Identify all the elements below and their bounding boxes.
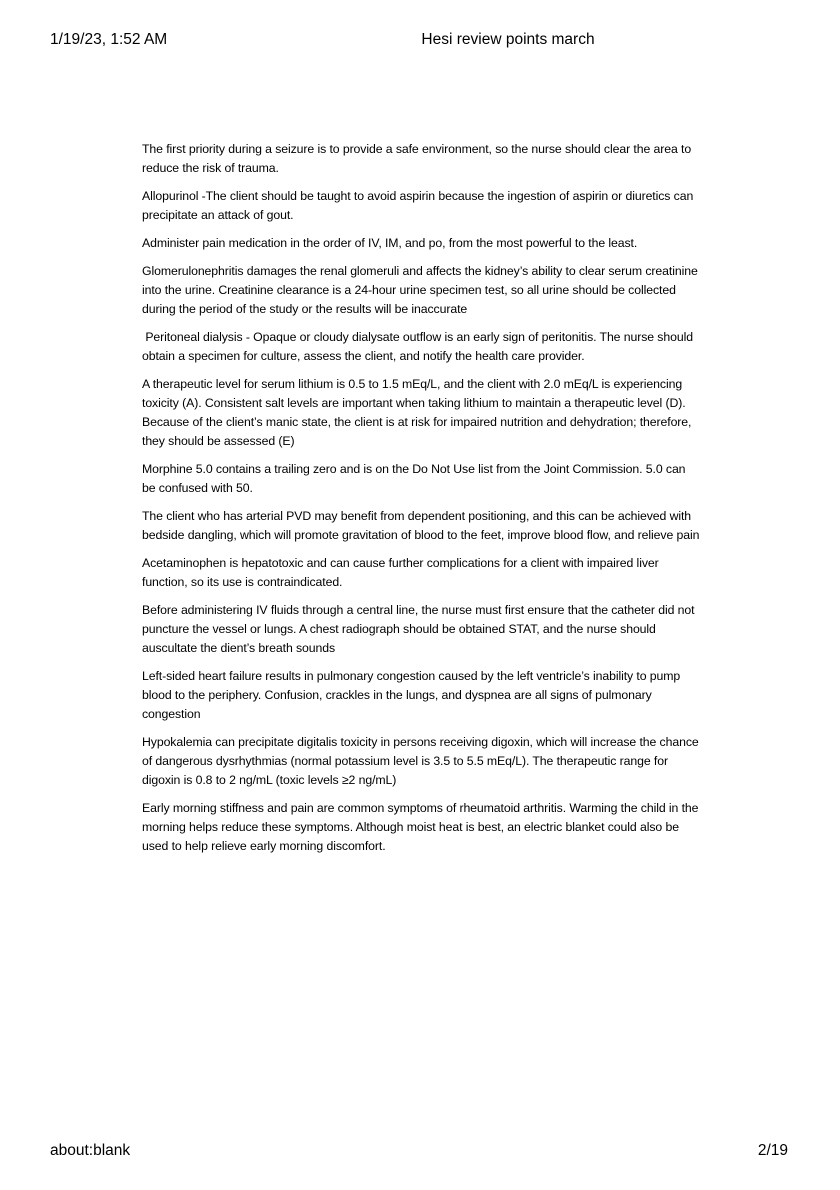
paragraph: Peritoneal dialysis - Opaque or cloudy dialysate outflow is an early sign of peritonitis. The nurse should obtain a specimen for culture, assess the client, and notify the health care provider. [142, 330, 697, 363]
document-title: Hesi review points march [421, 31, 595, 48]
print-footer-page-number: 2/19 [757, 1142, 788, 1159]
print-header-datetime: 1/19/23, 1:52 AM [50, 31, 168, 48]
paragraph: The first priority during a seizure is to provide a safe environment, so the nurse should clear the area to reduce the risk of trauma. [142, 142, 695, 175]
paragraph: Acetaminophen is hepatotoxic and can cause further complications for a client with impaired liver function, so its use is contraindicated. [142, 556, 662, 589]
paragraph: Hypokalemia can precipitate digitalis toxicity in persons receiving digoxin, which will increase the chance of dangerous dysrhythmias (normal potassium level is 3.5 to 5.5 mEq/L). The therapeutic range for digoxin is 0.8 to 2 ng/mL (toxic levels ≥2 ng/mL) [142, 735, 702, 787]
paragraph: Administer pain medication in the order of IV, IM, and po, from the most powerful to the least. [142, 236, 638, 250]
paragraph: The client who has arterial PVD may benefit from dependent positioning, and this can be achieved with bedside dangling, which will promote gravitation of blood to the feet, improve blood flow, and relieve pain [142, 509, 700, 542]
paragraph: A therapeutic level for serum lithium is 0.5 to 1.5 mEq/L, and the client with 2.0 mEq/L is experiencing toxicity (A). Consistent salt levels are important when taking lithium to maintain a therapeutic level (D). Because of the client’s manic state, the client is at risk for impaired nutrition and dehydration; therefore, they should be assessed (E) [142, 377, 695, 448]
paragraph: Morphine 5.0 contains a trailing zero and is on the Do Not Use list from the Joint Commission. 5.0 can be confused with 50. [142, 462, 689, 495]
paragraph: Glomerulonephritis damages the renal glomeruli and affects the kidney’s ability to clear serum creatinine into the urine. Creatinine clearance is a 24-hour urine specimen test, so all urine should be collected during the period of the study or the results will be inaccurate [142, 264, 702, 316]
document-body [142, 140, 700, 865]
paragraph: Early morning stiffness and pain are common symptoms of rheumatoid arthritis. Warming the child in the morning helps reduce these symptoms. Although moist heat is best, an electric blanket could also be used to help relieve early morning discomfort. [142, 801, 702, 853]
paragraph: Left-sided heart failure results in pulmonary congestion caused by the left ventricle’s inability to pump blood to the periphery. Confusion, crackles in the lungs, and dyspnea are all signs of pulmonary congestion [142, 669, 684, 721]
print-footer-source-url: about:blank [50, 1142, 131, 1159]
paragraph: Before administering IV fluids through a central line, the nurse must first ensure that the catheter did not puncture the vessel or lungs. A chest radiograph should be obtained STAT, and the nurse should auscultate the dient’s breath sounds [142, 603, 698, 655]
paragraph: Allopurinol -The client should be taught to avoid aspirin because the ingestion of aspirin or diuretics can precipitate an attack of gout. [142, 189, 697, 222]
